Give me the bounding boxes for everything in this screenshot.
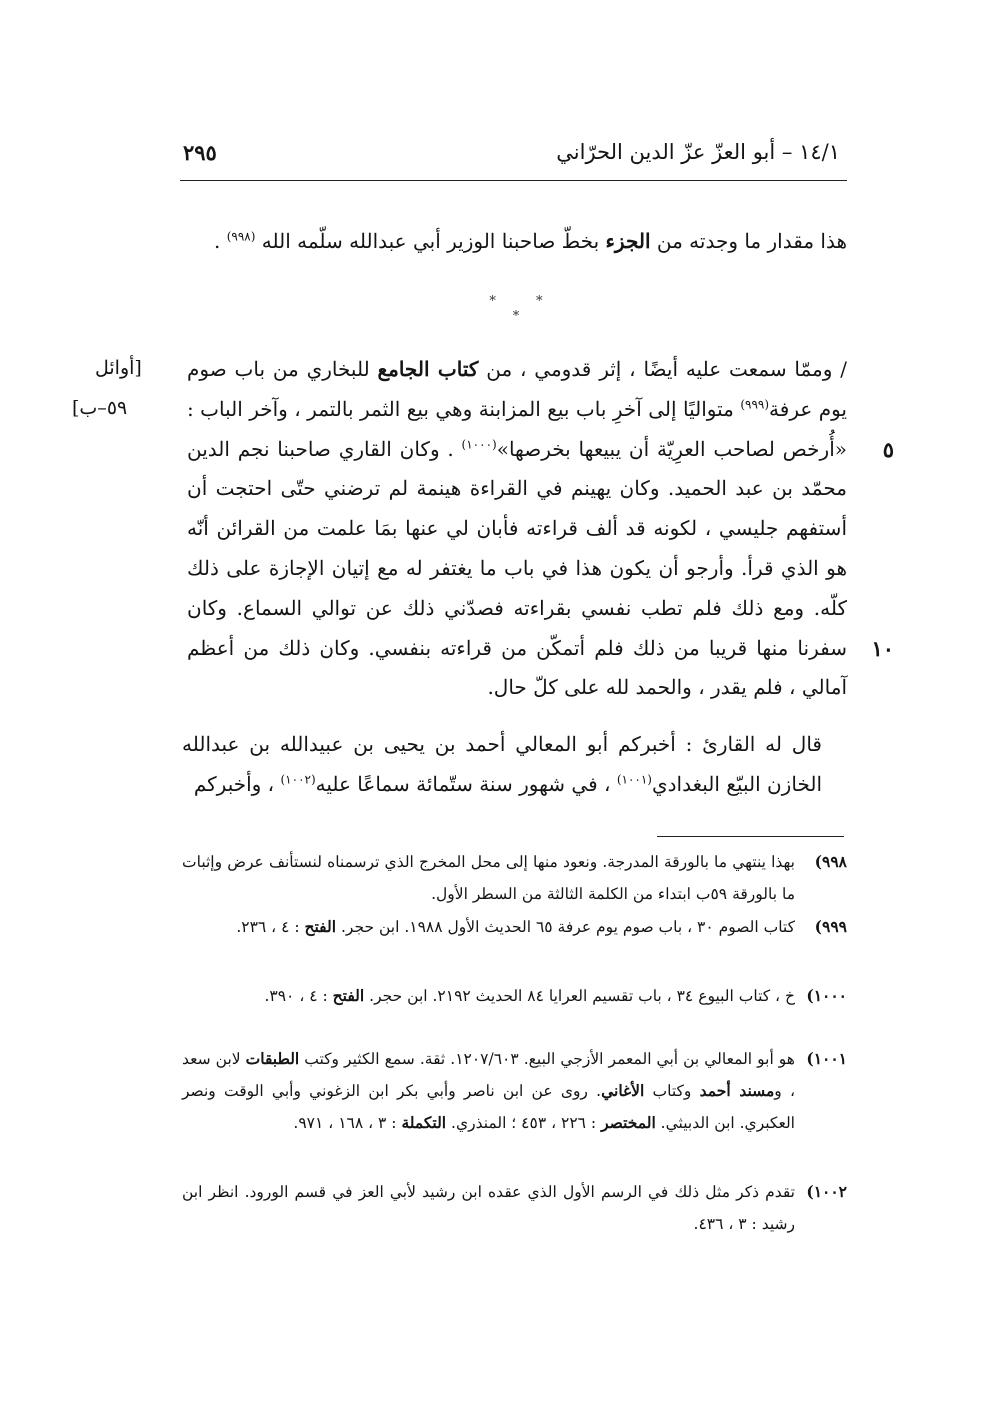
footnote-text: [182, 911, 795, 943]
intro-text: هذا مقدار ما وجدته من: [650, 229, 847, 253]
paragraph-text: ، وأخبركم: [193, 771, 281, 796]
footnote-bold-title: مسند أحمد: [699, 1081, 775, 1100]
footnote-bold-title: الطبقات: [245, 1049, 300, 1068]
footnote-text-part: خ ، كتاب البيوع ٣٤ ، باب تقسيم العرايا ٨٤ الحديث ٢١٩٢. ابن حجر.: [364, 987, 795, 1005]
paragraph-text: متواليًا إلى آخرِ باب بيع المزابنة وهي بيع الثمر بالتمر ، وآخر الباب : «أُرخص لصاحب العرِيّة أن يبيعها بخرصها»: [187, 396, 847, 461]
footnote-text-part: وكتاب: [644, 1082, 700, 1100]
line-number-5: ٥: [882, 437, 894, 462]
footnote-1001: [182, 1043, 847, 1139]
footnote-text: [182, 1043, 795, 1139]
footnote-text-part: كتاب الصوم ٣٠ ، باب صوم يوم عرفة ٦٥ الحديث الأول ١٩٨٨. ابن حجر.: [336, 918, 795, 936]
footnote-bold-title: الفتح: [332, 986, 365, 1005]
footnote-text: [182, 980, 795, 1012]
footnote-998: [182, 846, 847, 910]
footnote-1002: [182, 1176, 847, 1240]
page-number: ٢٩٥: [183, 140, 217, 165]
footnote-bold-title: المختصر: [601, 1113, 656, 1132]
footnote-text: [182, 1176, 795, 1240]
intro-end: .: [213, 229, 227, 253]
footnote-text-part: : ٤ ، ٢٣٦.: [236, 918, 305, 936]
paragraph-text: للبخاري من باب صوم يوم عرفة: [187, 357, 847, 421]
footnote-ref-1001[interactable]: (١٠٠١): [616, 772, 652, 787]
footnote-ref-1002[interactable]: (١٠٠٢): [280, 772, 316, 787]
footnote-text-part: . روى عن ابن ناصر وأبي بكر ابن الزغوني وأبي الوقت ونصر العكبري. ابن الدبيثي.: [182, 1082, 795, 1132]
paragraph-text: ، في شهور سنة ستّمائة سماعًا عليه: [315, 771, 617, 796]
book-title-bold: كتاب الجامع: [377, 357, 479, 381]
header-rule: [180, 180, 847, 181]
paragraph-text: قال له القارئ : أخبركم أبو المعالي أحمد بن يحيى بن عبيدالله بن عبدالله الخازن البيّع البغدادي: [182, 732, 822, 796]
paragraph-text: / وممّا سمعت عليه أيضًا ، إثر قدومي ، من: [478, 357, 847, 381]
footnote-number: ١٠٠٢): [806, 1182, 847, 1201]
footnote-number: ١٠٠١): [806, 1049, 847, 1068]
intro-bold-word: الجزء: [605, 229, 651, 253]
footnote-text-part: : ٣ ، ١٦٨ ، ٩٧١.: [293, 1114, 402, 1132]
footnote-text-part: : ٤ ، ٣٩٠.: [264, 987, 333, 1005]
footnote-text-part: هو أبو المعالي بن أبي المعمر الأزجي البيع. ١٢٠٧/٦٠٣. ثقة. سمع الكثير وكتب: [299, 1050, 795, 1068]
footnote-ref-998[interactable]: (٩٩٨): [226, 229, 256, 244]
footnote-text-part: تقدم ذكر مثل ذلك في الرسم الأول الذي عقده ابن رشيد لأبي العز في قسم الورود. انظر ابن رشيد : ٣ ، ٤٣٦.: [182, 1183, 795, 1233]
footnote-number: ٩٩٩): [814, 917, 847, 936]
main-paragraph: [187, 350, 847, 708]
folio-marker-end: ٥٩–ب]: [72, 397, 128, 419]
footnote-999: [182, 911, 847, 943]
second-paragraph: [182, 725, 822, 805]
paragraph-text: . وكان القاري صاحبنا نجم الدين محمّد بن عبد الحميد. وكان يهينم في القراءة هينمة لم ترضني حتّى احتجت أن أستفهم جليسي ، لكونه قد ألف قراءته فأبان لي عنها بمَا علمت من القرائن أنّه هو الذي قرأ. وأرجو أن يكون هذا في باب ما يغتفر له مع إتيان الإجازة على ذلك كلّه. ومع ذلك فلم تطب نفسي بقراءته فصدّني ذلك عن توالي السماع. وكان سفرنا منها قريبا من ذلك فلم أتمكّن من قراءته بنفسي. وكان ذلك من أعظم آمالي ، فلم يقدر ، والحمد لله على كلّ حال.: [187, 436, 848, 700]
folio-marker-start: [أوائل: [95, 357, 142, 379]
footnote-bold-title: الفتح: [304, 917, 337, 936]
footnote-text-part: : ٢٢٦ ، ٤٥٣ ؛ المنذري.: [446, 1114, 602, 1132]
line-number-10: ١٠: [871, 636, 894, 661]
footnote-text-part: لابن سعد ، و: [182, 1050, 796, 1100]
intro-text-rest: بخطّ صاحبنا الوزير أبي عبدالله سلّمه الله: [261, 229, 606, 253]
intro-paragraph: [187, 222, 847, 262]
footnote-ref-1000[interactable]: (١٠٠٠): [461, 436, 497, 451]
footnote-number: ٩٩٨): [814, 852, 847, 871]
footnote-rule: [657, 836, 844, 837]
running-header-title: ١٤/١ – أبو العزّ عزّ الدين الحرّاني: [556, 140, 840, 164]
footnote-1000: [182, 980, 847, 1012]
section-separator: * * *: [489, 294, 561, 324]
footnote-bold-title: الأغاني: [601, 1081, 645, 1100]
footnote-text: [182, 846, 795, 910]
footnote-number: ١٠٠٠): [806, 986, 847, 1005]
footnote-bold-title: التكملة: [401, 1113, 447, 1132]
footnote-ref-999[interactable]: (٩٩٩): [740, 397, 770, 412]
footnote-text-part: بهذا ينتهي ما بالورقة المدرجة. ونعود منها إلى محل المخرج الذي ترسمناه لنستأنف عرض وإثبات ما بالورقة ٥٩ب ابتداء من الكلمة الثالثة من السطر الأول.: [182, 853, 795, 903]
